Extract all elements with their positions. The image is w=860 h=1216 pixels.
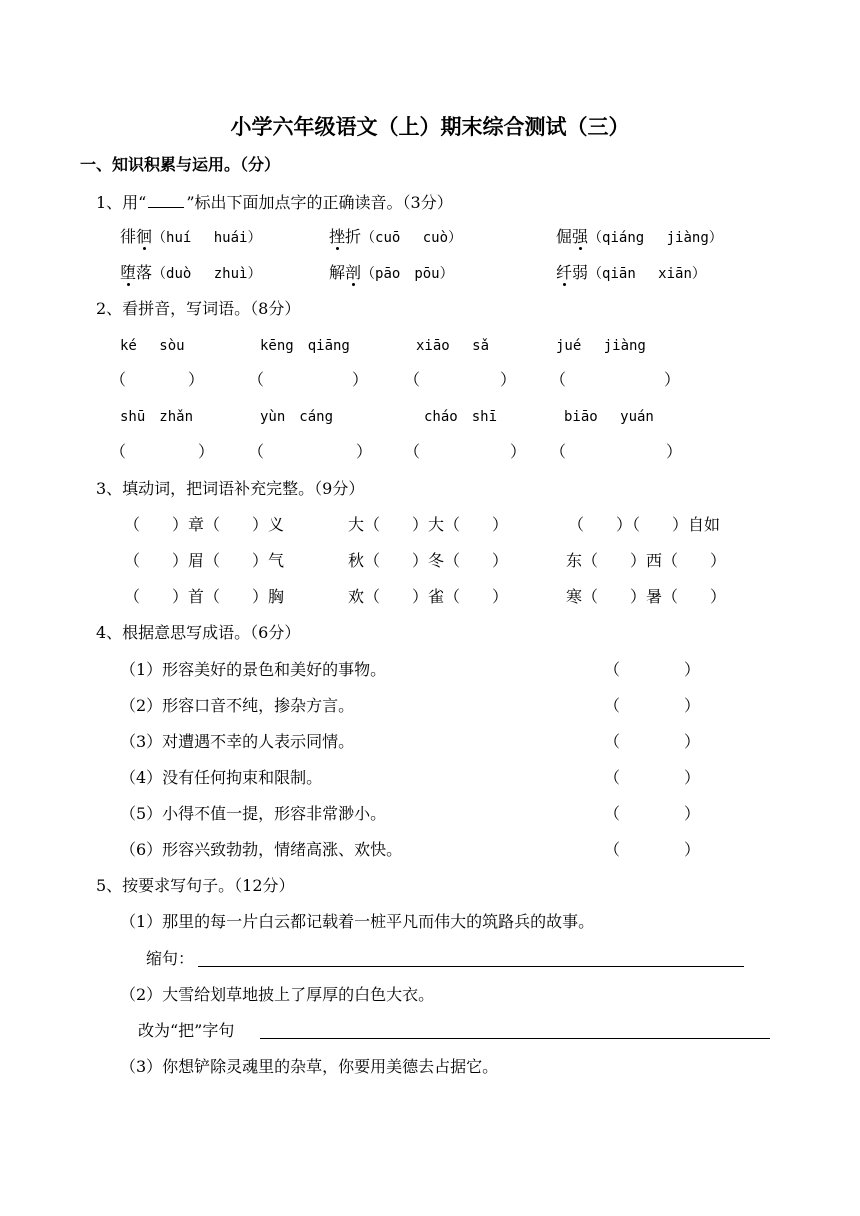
fill-verb-phrase: 欢（ ）雀（ ） [348,587,509,606]
idiom-answer-blank: （ ） [604,768,701,787]
question-4-label: 4、根据意思写成语。（6分） [96,623,301,642]
sentence-prompt: （2）大雪给划草地披上了厚厚的白色大衣。 [120,985,435,1004]
fill-verb-phrase: （ ）章（ ）义 [124,515,285,534]
question-1-prefix: 1、用“ [96,193,147,212]
fill-verb-phrase: 东（ ）西（ ） [566,551,727,570]
fill-verb-phrase: （ ）眉（ ）气 [124,551,285,570]
reading-item [120,265,261,281]
reading-char: 徘 [120,227,137,246]
answer-paren-close: ） [188,370,205,389]
answer-paren-open: （ [404,442,421,461]
fill-verb-phrase: （ ）（ ）自如 [568,515,721,534]
answer-line[interactable] [260,1038,770,1039]
pinyin-options: （cuō cuò） [361,230,463,246]
idiom-definition: （6）形容兴致勃勃，情绪高涨、欢快。 [120,840,403,859]
answer-paren-close: ） [664,370,681,389]
dotted-char: 纤 [556,263,573,282]
page-title: 小学六年级语文（上）期末综合测试（三） [230,114,630,139]
pinyin-prompt: shū zhǎn [120,409,194,425]
dotted-char: 挫 [329,227,346,246]
fill-verb-phrase: （ ）首（ ）胸 [124,587,285,606]
sentence-task-label: 改为“把”字句 [138,1021,235,1040]
dotted-char: 堕 [120,263,137,282]
answer-line[interactable] [198,966,744,967]
pinyin-prompt: yùn cáng [260,409,334,425]
pinyin-prompt: kēng qiāng [260,338,350,354]
dotted-char: 剖 [345,263,362,282]
question-1-suffix: ”标出下面加点字的正确读音。（3分） [186,193,453,212]
question-1-label [96,193,453,211]
answer-paren-close: ） [356,442,373,461]
reading-item [120,229,261,245]
idiom-answer-blank: （ ） [604,696,701,715]
reading-char: 弱 [572,263,589,282]
pinyin-options: （duò zhuì） [152,266,262,282]
idiom-definition: （3）对遭遇不幸的人表示同情。 [120,732,355,751]
dotted-char: 强 [572,227,589,246]
answer-paren-open: （ [404,370,421,389]
reading-item [329,229,462,245]
pinyin-options: （huí huái） [152,230,262,246]
answer-paren-open: （ [550,442,567,461]
answer-paren-open: （ [248,370,265,389]
answer-paren-open: （ [550,370,567,389]
idiom-definition: （1）形容美好的景色和美好的事物。 [120,660,387,679]
pinyin-prompt: ké sòu [120,338,185,354]
answer-paren-open: （ [110,442,127,461]
fill-verb-phrase: 寒（ ）暑（ ） [566,587,727,606]
pinyin-options: （pāo pōu） [361,266,454,282]
answer-paren-close: ） [352,370,369,389]
answer-paren-close: ） [666,442,683,461]
sentence-prompt: （3）你想铲除灵魂里的杂草，你要用美德去占据它。 [120,1057,499,1076]
reading-char: 解 [329,263,346,282]
mark-blank [148,193,184,208]
section-heading: 一、知识积累与运用。（分） [80,155,281,174]
pinyin-options: （qiān xiān） [588,266,706,282]
reading-char: 折 [345,227,362,246]
answer-paren-open: （ [110,370,127,389]
idiom-answer-blank: （ ） [604,732,701,751]
dotted-char: 徊 [136,227,153,246]
reading-item [556,265,706,281]
answer-paren-open: （ [248,442,265,461]
idiom-definition: （4）没有任何拘束和限制。 [120,768,323,787]
pinyin-prompt: jué jiàng [556,338,646,354]
question-3-label: 3、填动词，把词语补充完整。（9分） [96,479,365,498]
fill-verb-phrase: 秋（ ）冬（ ） [348,551,509,570]
sentence-prompt: （1）那里的每一片白云都记载着一桩平凡而伟大的筑路兵的故事。 [120,912,595,931]
answer-paren-close: ） [500,370,517,389]
idiom-answer-blank: （ ） [604,804,701,823]
reading-char: 倔 [556,227,573,246]
question-5-label: 5、按要求写句子。（12分） [96,876,295,895]
reading-char: 落 [136,263,153,282]
idiom-answer-blank: （ ） [604,660,701,679]
reading-item [329,265,454,281]
reading-item [556,229,723,245]
sentence-task-label: 缩句： [146,949,195,968]
idiom-definition: （5）小得不值一提，形容非常渺小。 [120,804,387,823]
answer-paren-close: ） [198,442,215,461]
idiom-answer-blank: （ ） [604,840,701,859]
answer-paren-close: ） [510,442,527,461]
pinyin-prompt: xiāo sǎ [416,338,490,354]
idiom-definition: （2）形容口音不纯，掺杂方言。 [120,696,355,715]
pinyin-prompt: biāo yuán [564,409,654,425]
pinyin-options: （qiáng jiàng） [588,230,723,246]
fill-verb-phrase: 大（ ）大（ ） [348,515,509,534]
pinyin-prompt: cháo shī [424,409,498,425]
question-2-label: 2、看拼音，写词语。（8分） [96,299,301,318]
